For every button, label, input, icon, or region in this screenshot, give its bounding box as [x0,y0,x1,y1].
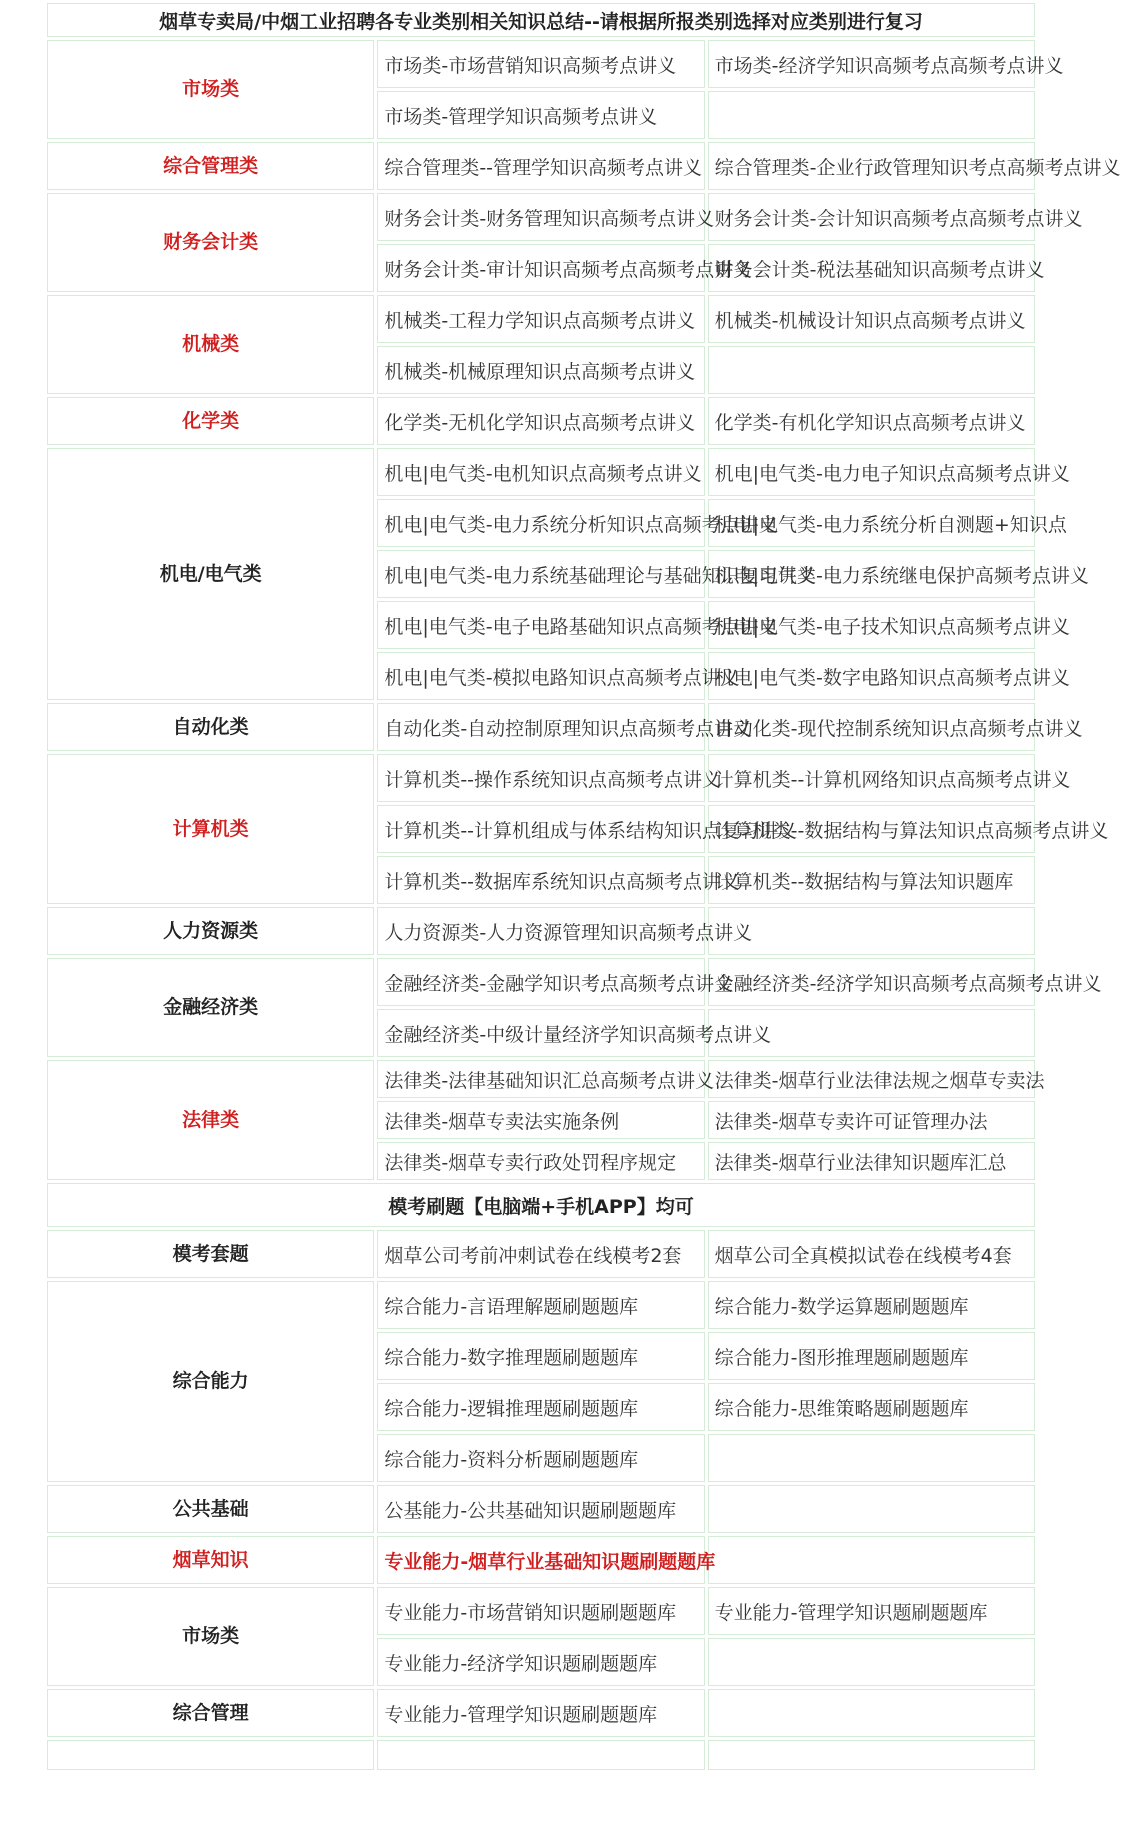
resource-link[interactable]: 机电|电气类-电力系统继电保护高频考点讲义 [708,550,1035,598]
resource-link[interactable]: 专业能力-管理学知识题刷题题库 [377,1689,704,1737]
resource-link[interactable]: 综合能力-图形推理题刷题题库 [708,1332,1035,1380]
table-row [47,193,1035,241]
resource-link[interactable]: 财务会计类-会计知识高频考点高频考点讲义 [708,193,1035,241]
table-row [47,1281,1035,1329]
empty-cell [708,1740,1035,1770]
table-row [47,1485,1035,1533]
resource-link[interactable]: 综合能力-数字推理题刷题题库 [377,1332,704,1380]
table-row [47,703,1035,751]
resource-link[interactable]: 机电|电气类-电力电子知识点高频考点讲义 [708,448,1035,496]
resource-link[interactable]: 自动化类-现代控制系统知识点高频考点讲义 [708,703,1035,751]
resource-link[interactable]: 市场类-市场营销知识高频考点讲义 [377,40,704,88]
resource-link[interactable]: 化学类-无机化学知识点高频考点讲义 [377,397,704,445]
empty-cell [708,91,1035,139]
category-label: 烟草知识 [47,1536,374,1584]
resource-link[interactable]: 综合管理类-企业行政管理知识考点高频考点讲义 [708,142,1035,190]
category-label: 综合管理 [47,1689,374,1737]
resource-link[interactable]: 综合能力-数学运算题刷题题库 [708,1281,1035,1329]
empty-cell [708,1638,1035,1686]
table-row [47,397,1035,445]
resource-link[interactable]: 烟草公司全真模拟试卷在线模考4套 [708,1230,1035,1278]
table-row [47,1230,1035,1278]
resource-link[interactable]: 法律类-烟草行业法律知识题库汇总 [708,1142,1035,1180]
empty-cell [708,1689,1035,1737]
resource-link[interactable]: 财务会计类-财务管理知识高频考点讲义 [377,193,704,241]
resource-link[interactable]: 机电|电气类-电力系统分析自测题+知识点 [708,499,1035,547]
resource-link[interactable]: 法律类-烟草专卖行政处罚程序规定 [377,1142,704,1180]
category-label: 自动化类 [47,703,374,751]
resource-link[interactable]: 法律类-烟草专卖法实施条例 [377,1101,704,1139]
empty-cell [708,907,1035,955]
category-label: 公共基础 [47,1485,374,1533]
resource-link[interactable]: 综合能力-逻辑推理题刷题题库 [377,1383,704,1431]
category-label: 机械类 [47,295,374,394]
category-label: 机电/电气类 [47,448,374,700]
resource-link[interactable]: 机电|电气类-电力系统分析知识点高频考点讲义 [377,499,704,547]
category-label: 综合管理类 [47,142,374,190]
resource-link[interactable]: 机电|电气类-电子电路基础知识点高频考点讲义 [377,601,704,649]
resource-link[interactable]: 人力资源类-人力资源管理知识高频考点讲义 [377,907,704,955]
resource-link[interactable]: 机电|电气类-电机知识点高频考点讲义 [377,448,704,496]
category-label: 财务会计类 [47,193,374,292]
resource-link[interactable]: 化学类-有机化学知识点高频考点讲义 [708,397,1035,445]
category-label: 金融经济类 [47,958,374,1057]
table-row [47,295,1035,343]
resource-link[interactable]: 计算机类--操作系统知识点高频考点讲义 [377,754,704,802]
resource-link[interactable]: 机械类-机械设计知识点高频考点讲义 [708,295,1035,343]
category-label: 市场类 [47,40,374,139]
resource-link[interactable]: 机电|电气类-模拟电路知识点高频考点讲义 [377,652,704,700]
resource-link[interactable]: 机械类-工程力学知识点高频考点讲义 [377,295,704,343]
practice-title: 模考刷题【电脑端+手机APP】均可 [47,1183,1035,1227]
table-row [47,142,1035,190]
resource-link[interactable]: 自动化类-自动控制原理知识点高频考点讲义 [377,703,704,751]
table-row [47,1689,1035,1737]
resource-link[interactable]: 法律类-烟草专卖许可证管理办法 [708,1101,1035,1139]
resource-link[interactable]: 法律类-法律基础知识汇总高频考点讲义 [377,1060,704,1098]
resource-link[interactable]: 综合能力-资料分析题刷题题库 [377,1434,704,1482]
page-title: 烟草专卖局/中烟工业招聘各专业类别相关知识总结--请根据所报类别选择对应类别进行复习 [47,3,1035,37]
empty-cell [708,346,1035,394]
resource-link[interactable]: 综合能力-言语理解题刷题题库 [377,1281,704,1329]
resource-link[interactable]: 专业能力-市场营销知识题刷题题库 [377,1587,704,1635]
table-row [47,1060,1035,1098]
category-label: 综合能力 [47,1281,374,1482]
resource-link[interactable]: 专业能力-烟草行业基础知识题刷题题库 [377,1536,704,1584]
resource-link[interactable]: 公基能力-公共基础知识题刷题题库 [377,1485,704,1533]
table-row [47,1536,1035,1584]
category-label: 化学类 [47,397,374,445]
table-row [47,40,1035,88]
category-label: 模考套题 [47,1230,374,1278]
table-row [47,754,1035,802]
resource-link[interactable]: 财务会计类-审计知识高频考点高频考点讲义 [377,244,704,292]
table-row [47,907,1035,955]
resource-link[interactable]: 金融经济类-经济学知识高频考点高频考点讲义 [708,958,1035,1006]
resource-link[interactable]: 计算机类--数据结构与算法知识题库 [708,856,1035,904]
empty-cell [377,1740,704,1770]
resource-link[interactable]: 金融经济类-中级计量经济学知识高频考点讲义 [377,1009,704,1057]
table-row [47,958,1035,1006]
resource-link[interactable]: 计算机类--计算机网络知识点高频考点讲义 [708,754,1035,802]
table-row [47,1587,1035,1635]
category-label: 市场类 [47,1587,374,1686]
resource-link[interactable]: 计算机类--数据结构与算法知识点高频考点讲义 [708,805,1035,853]
resource-link[interactable]: 财务会计类-税法基础知识高频考点讲义 [708,244,1035,292]
resource-link[interactable]: 金融经济类-金融学知识考点高频考点讲义 [377,958,704,1006]
empty-cell [708,1485,1035,1533]
resource-link[interactable]: 机电|电气类-数字电路知识点高频考点讲义 [708,652,1035,700]
resource-link[interactable]: 法律类-烟草行业法律法规之烟草专卖法 [708,1060,1035,1098]
resource-link[interactable]: 专业能力-管理学知识题刷题题库 [708,1587,1035,1635]
resource-link[interactable]: 市场类-管理学知识高频考点讲义 [377,91,704,139]
resource-link[interactable]: 综合能力-思维策略题刷题题库 [708,1383,1035,1431]
resource-link[interactable]: 专业能力-经济学知识题刷题题库 [377,1638,704,1686]
knowledge-table-body [47,3,1121,1770]
table-row [47,448,1035,496]
resource-link[interactable]: 计算机类--计算机组成与体系结构知识点复习讲义 [377,805,704,853]
resource-link[interactable]: 机电|电气类-电力系统基础理论与基础知识复习讲义 [377,550,704,598]
resource-link[interactable]: 市场类-经济学知识高频考点高频考点讲义 [708,40,1035,88]
category-label: 法律类 [47,1060,374,1180]
table-row [47,1740,1035,1770]
category-label: 人力资源类 [47,907,374,955]
empty-cell [708,1434,1035,1482]
category-label: 计算机类 [47,754,374,904]
resource-link[interactable]: 烟草公司考前冲刺试卷在线模考2套 [377,1230,704,1278]
knowledge-table [44,0,1121,1773]
empty-cell [708,1536,1035,1584]
resource-link[interactable]: 综合管理类--管理学知识高频考点讲义 [377,142,704,190]
category-label [47,1740,374,1770]
resource-link[interactable]: 机械类-机械原理知识点高频考点讲义 [377,346,704,394]
resource-link[interactable]: 机电|电气类-电子技术知识点高频考点讲义 [708,601,1035,649]
resource-link[interactable]: 计算机类--数据库系统知识点高频考点讲义 [377,856,704,904]
